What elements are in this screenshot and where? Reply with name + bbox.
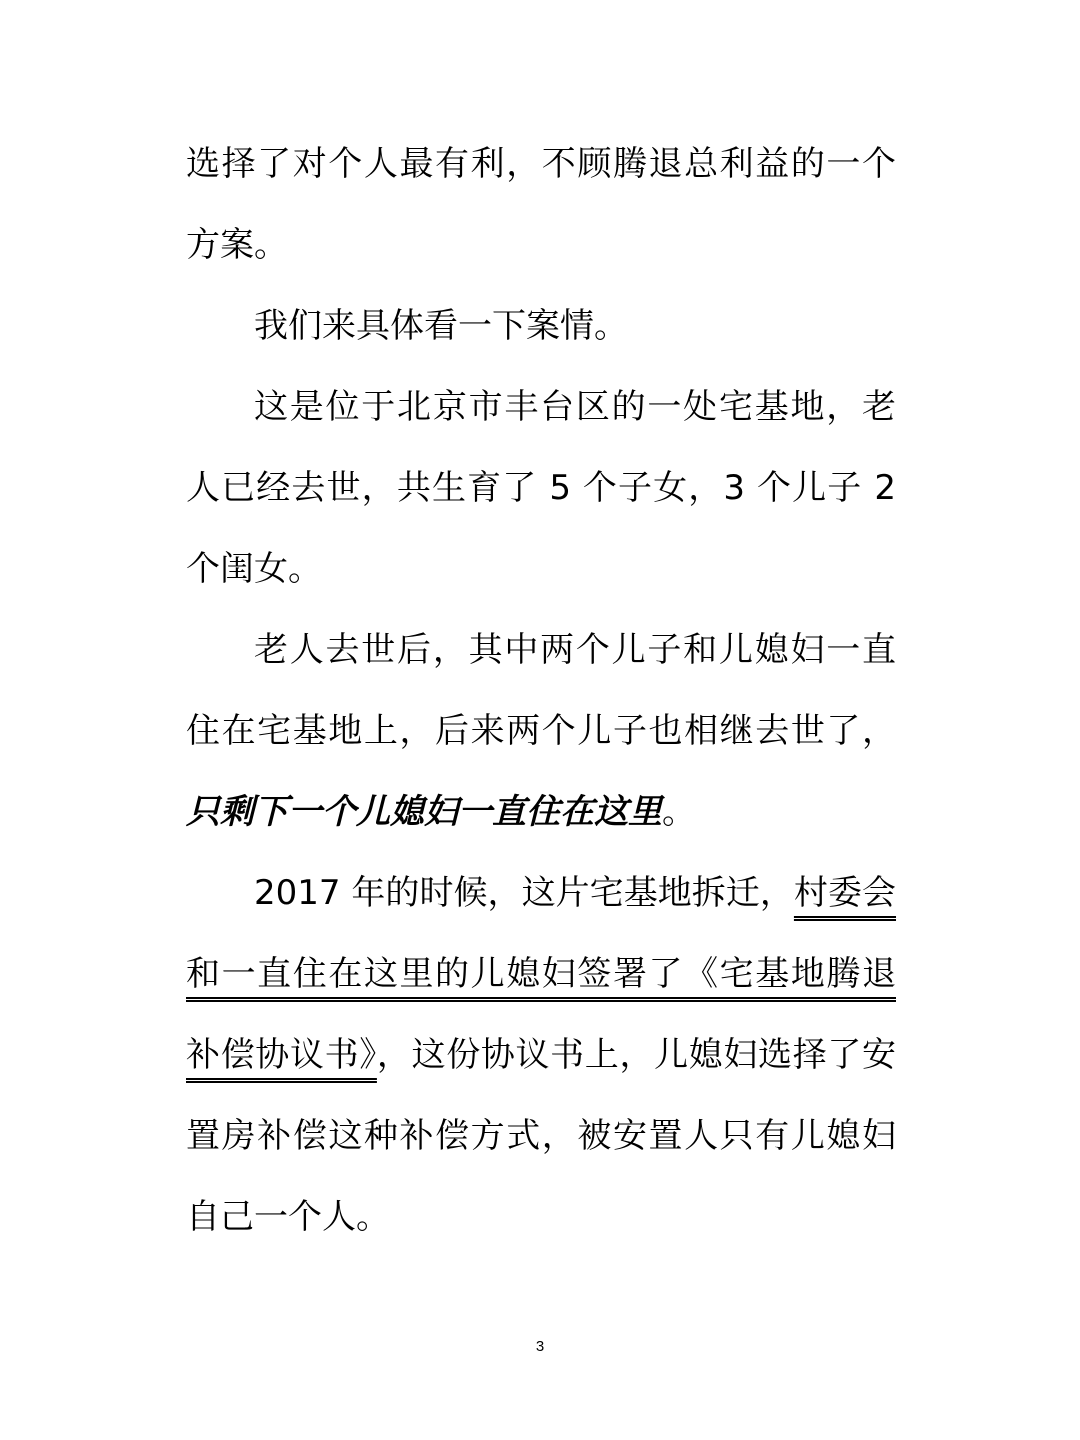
paragraph-agreement xyxy=(186,853,896,1258)
paragraph-text: 我们来具体看一下案情。 xyxy=(254,306,628,346)
emphasized-text: 只剩下一个儿媳妇一直住在这里 xyxy=(186,792,662,832)
paragraph-text: 2017 年的时候，这片宅基地拆迁， xyxy=(254,873,794,913)
body-text xyxy=(186,124,896,1258)
paragraph-text: 选择了对个人最有利，不顾腾退总利益的一个方案。 xyxy=(186,144,896,265)
paragraph-background xyxy=(186,367,896,610)
paragraph-continuation xyxy=(186,124,896,286)
underlined-text: 村委会和一直住在这里的儿媳妇签署了《宅基地腾退补偿协议书》 xyxy=(186,873,897,1075)
paragraph-text: ，这份协议书上，儿媳妇选择了安置房补偿这种补偿方式，被安置人只有儿媳妇自己一个人。 xyxy=(186,1035,897,1237)
paragraph-case-intro xyxy=(186,286,896,367)
page-number: 3 xyxy=(535,1338,545,1355)
paragraph-text: 这是位于北京市丰台区的一处宅基地，老人已经去世，共生育了 5 个子女，3 个儿子 2 个闺女。 xyxy=(186,387,896,589)
paragraph-text: 。 xyxy=(662,792,696,832)
paragraph-residents xyxy=(186,610,896,853)
paragraph-text: 老人去世后，其中两个儿子和儿媳妇一直住在宅基地上，后来两个儿子也相继去世了， xyxy=(186,630,896,751)
